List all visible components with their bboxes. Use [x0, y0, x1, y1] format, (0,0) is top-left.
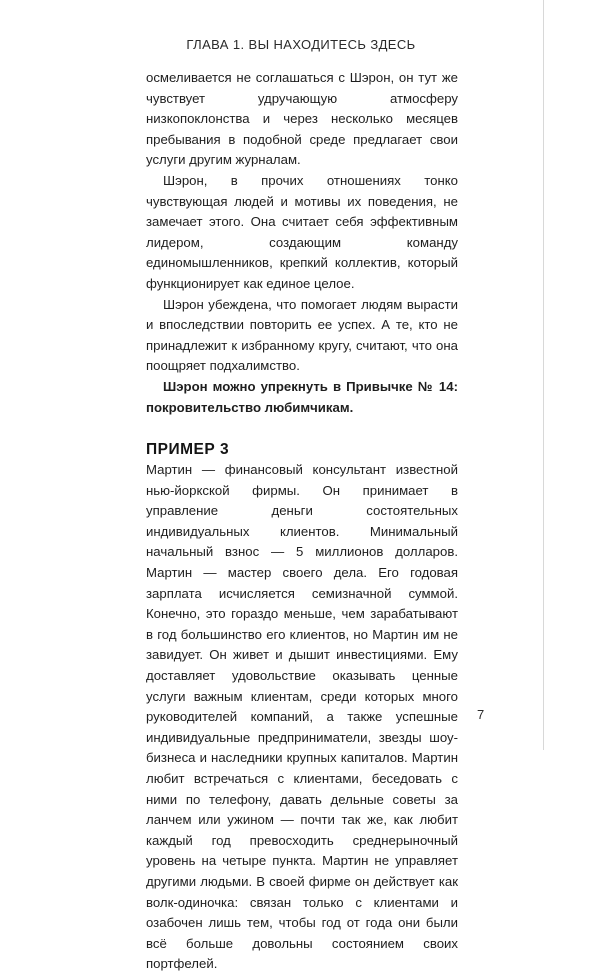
body-text [146, 68, 458, 975]
bold-summary-paragraph: Шэрон можно упрекнуть в Привычке № 14: покровительство любимчикам. [146, 378, 458, 415]
paragraph: Шэрон убеждена, что помогает людям вырасти и впоследствии повторить ее успех. А те, кто не принадлежит к избранному кругу, считают, что она поощряет подхалимство. [146, 296, 458, 374]
running-header: ГЛАВА 1. ВЫ НАХОДИТЕСЬ ЗДЕСЬ [186, 37, 416, 52]
paragraph: Мартин — финансовый консультант известной нью-йоркской фирмы. Он принимает в управление деньги состоятельных индивидуальных клиентов. Минимальный начальный взнос — 5 миллионов долларов. Мартин — мастер своего дела. Его годовая зарплата исчисляется семизначной суммой. Конечно, это гораздо меньше, чем зарабатывают в год большинство его клиентов, но Мартин им не завидует. Он живет и дышит инвестициями. Ему доставляет удовольствие оказывать ценные услуги важным клиентам, среди которых много руководителей компаний, а также успешные индивидуальные предприниматели, звезды шоу-бизнеса и наследники крупных капиталов. Мартин любит встречаться с клиентами, беседовать с ними по телефону, давать дельные советы за ланчем или ужином — почти так же, как любит каждый год превосходить среднерыночный уровень на четыре пункта. Мартин не управляет другими людьми. В своей фирме он действует как волк-одиночка: связан только с клиентами и озабочен лишь тем, чтобы год от года они были всё больше довольны состоянием своих портфелей. [146, 462, 458, 972]
section-heading: ПРИМЕР 3 [146, 441, 230, 459]
paragraph-continuation: осмеливается не соглашаться с Шэрон, он тут же чувствует удручающую атмосферу низкопоклонства и через несколько месяцев пребывания в подобной среде предлагает свои услуги другим журналам. [146, 70, 458, 168]
page-number: 7 [477, 707, 485, 722]
page-edge-divider [543, 0, 544, 750]
paragraph: Шэрон, в прочих отношениях тонко чувствующая людей и мотивы их поведения, не замечает этого. Она считает себя эффективным лидером, создающим команду единомышленников, крепкий коллектив, который функционирует как единое целое. [146, 172, 458, 291]
